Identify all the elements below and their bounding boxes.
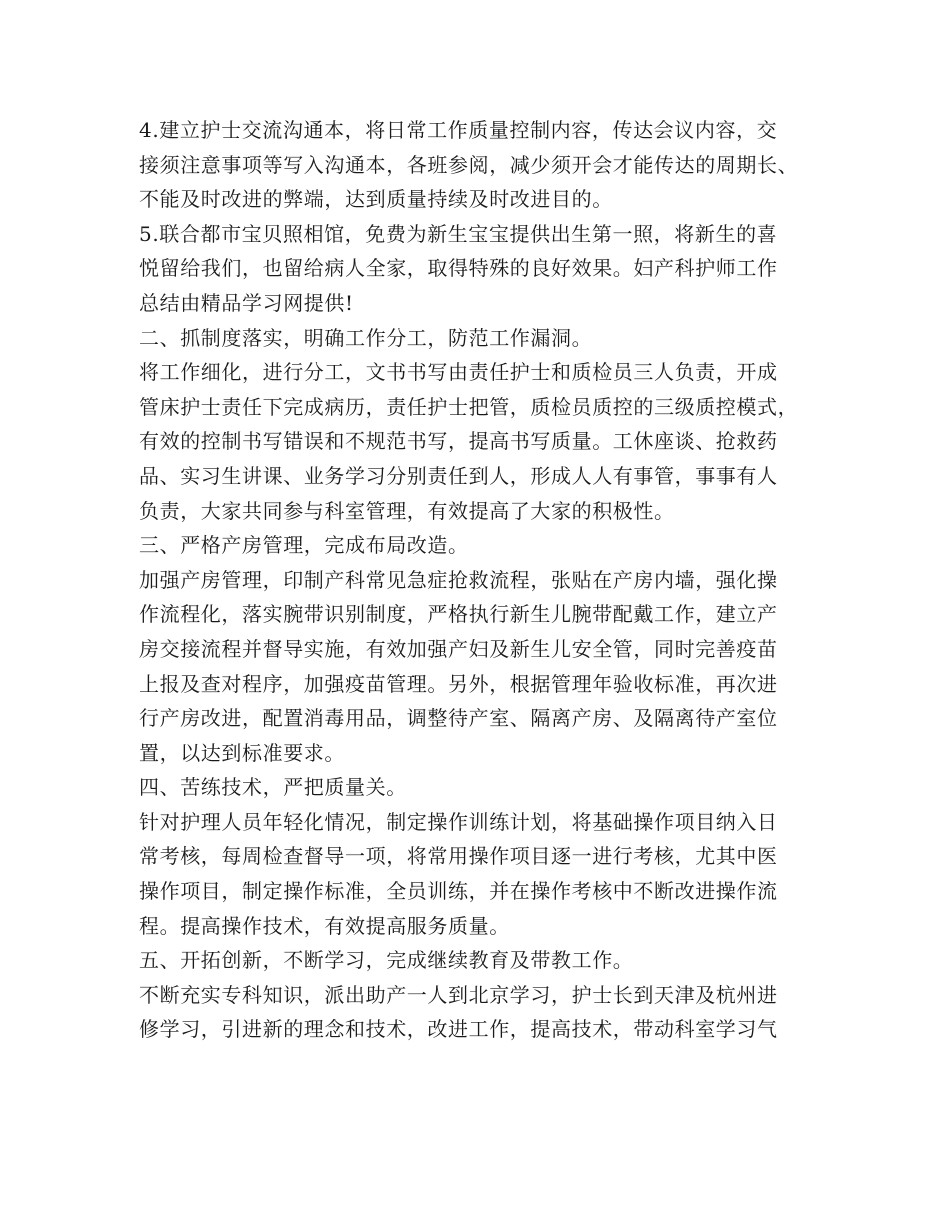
text-line: 总结由精品学习网提供!	[139, 290, 354, 315]
text-line: 负责，大家共同参与科室管理，有效提高了大家的积极性。	[139, 498, 675, 523]
text-line: 常考核，每周检查督导一项，将常用操作项目逐一进行考核，尤其中医	[139, 844, 778, 869]
text-line: 不能及时改进的弊端，达到质量持续及时改进目的。	[139, 187, 613, 212]
text-line: 管床护士责任下完成病历，责任护士把管，质检员质控的三级质控模式，	[139, 394, 799, 419]
section-heading: 三、严格产房管理，完成布局改造。	[139, 533, 469, 558]
section-heading: 五、开拓创新，不断学习，完成继续教育及带教工作。	[139, 948, 634, 973]
text-line: 修学习，引进新的理念和技术，改进工作，提高技术，带动科室学习气	[139, 1017, 778, 1042]
text-line: 房交接流程并督导实施，有效加强产妇及新生儿安全管，同时完善疫苗	[139, 636, 778, 661]
text-line: 不断充实专科知识，派出助产一人到北京学习，护士长到天津及杭州进	[139, 982, 778, 1007]
text-line: 接须注意事项等写入沟通本，各班参阅，减少须开会才能传达的周期长、	[139, 152, 799, 177]
text-line: 针对护理人员年轻化情况，制定操作训练计划，将基础操作项目纳入日	[139, 809, 778, 834]
text-line: 作流程化，落实腕带识别制度，严格执行新生儿腕带配戴工作，建立产	[139, 602, 778, 627]
text-line: 程。提高操作技术，有效提高服务质量。	[139, 913, 510, 938]
text-line: 有效的控制书写错误和不规范书写，提高书写质量。工休座谈、抢救药	[139, 429, 778, 454]
text-line: 将工作细化，进行分工，文书书写由责任护士和质检员三人负责，开成	[139, 360, 778, 385]
text-line: 加强产房管理，印制产科常见急症抢救流程，张贴在产房内墙，强化操	[139, 567, 778, 592]
text-line: 品、实习生讲课、业务学习分别责任到人，形成人人有事管，事事有人	[139, 463, 778, 488]
text-line: 4.建立护士交流沟通本，将日常工作质量控制内容，传达会议内容，交	[139, 118, 778, 142]
text-line: 行产房改进，配置消毒用品，调整待产室、隔离产房、及隔离待产室位	[139, 706, 778, 731]
text-line: 悦留给我们，也留给病人全家，取得特殊的良好效果。妇产科护师工作	[139, 256, 778, 281]
text-line: 上报及查对程序，加强疫苗管理。另外，根据管理年验收标准，再次进	[139, 671, 778, 696]
document-body	[139, 113, 829, 1047]
section-heading: 二、抓制度落实，明确工作分工，防范工作漏洞。	[139, 325, 593, 350]
text-line: 操作项目，制定操作标准，全员训练，并在操作考核中不断改进操作流	[139, 879, 778, 904]
text-line: 置，以达到标准要求。	[139, 740, 345, 765]
text-line: 5.联合都市宝贝照相馆，免费为新生宝宝提供出生第一照，将新生的喜	[139, 221, 778, 246]
section-heading: 四、苦练技术，严把质量关。	[139, 775, 407, 800]
